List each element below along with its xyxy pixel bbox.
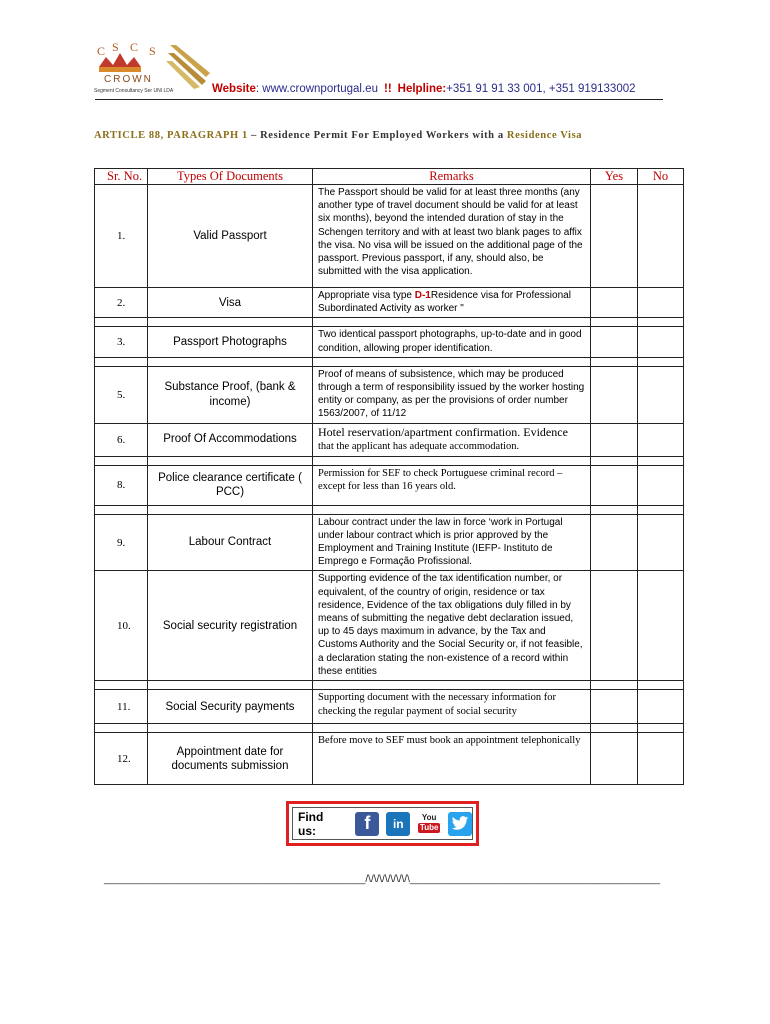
document-type: Social security registration xyxy=(148,571,313,681)
no-cell[interactable] xyxy=(638,690,684,724)
facebook-icon[interactable]: f xyxy=(355,812,379,836)
yes-cell[interactable] xyxy=(591,690,638,724)
article-heading xyxy=(94,130,582,141)
row-number: 1. xyxy=(95,185,148,288)
logo-letter: C xyxy=(130,43,139,54)
document-type: Visa xyxy=(148,288,313,318)
crown-logo xyxy=(94,43,214,95)
no-cell[interactable] xyxy=(638,571,684,681)
crown-logo-graphic xyxy=(94,43,214,95)
spacer-row xyxy=(95,505,684,514)
helpline-label: Helpline: xyxy=(397,83,447,95)
table-row xyxy=(95,327,684,357)
row-number: 5. xyxy=(95,366,148,423)
table-row xyxy=(95,733,684,785)
document-remark: The Passport should be valid for at least three months (any another type of travel document should be valid for at least six months), beyond the intended duration of stay in the Schengen territory and with at least two blank pages to affix the visa. No visa will be issued on the additional page of the passport. Previous passport, if any, should also, be submitted with the visa application. xyxy=(313,185,591,288)
document-remark: Supporting evidence of the tax identification number, or equivalent, of the country of origin, residence or tax residence, Evidence of the tax obligations duly filled in by means of submitting the negative debt declaration issued, up to 45 days maximum in advance, by the Tax and Customs Authority and the Social Security or, if not feasible, a declaration stating the non-existence of a record within these entities xyxy=(313,571,591,681)
document-type: Social Security payments xyxy=(148,690,313,724)
social-links-inner xyxy=(292,807,473,840)
logo-letter: S xyxy=(149,44,156,58)
table-row xyxy=(95,288,684,318)
document-remark: Proof of means of subsistence, which may be produced through a term of responsibility issued by the worker hosting entity or company, as per the provisions of order number 1563/2007, of 11/12 xyxy=(313,366,591,423)
header-sr-no: Sr. No. xyxy=(95,169,148,185)
no-cell[interactable] xyxy=(638,327,684,357)
website-label: Website xyxy=(212,83,256,95)
document-remark: Two identical passport photographs, up-to-date and in good condition, allowing proper identification. xyxy=(313,327,591,357)
remark-text: Appropriate visa type xyxy=(318,290,415,301)
twitter-icon[interactable] xyxy=(448,812,472,836)
yes-cell[interactable] xyxy=(591,288,638,318)
table-header-row xyxy=(95,169,684,185)
separator: !! xyxy=(383,83,392,95)
table-row xyxy=(95,571,684,681)
table-row xyxy=(95,366,684,423)
header-remarks: Remarks xyxy=(313,169,591,185)
row-number: 12. xyxy=(95,733,148,785)
document-type: Labour Contract xyxy=(148,514,313,571)
row-number: 6. xyxy=(95,423,148,456)
document-remark: Labour contract under the law in force ‘work in Portugal under labour contract which is prior approved by the Employment and Training Institute (IEFP- Instituto de Emprego e Formação Profissional. xyxy=(313,514,591,571)
article-title: – Residence Permit For Employed Workers with a xyxy=(247,130,507,141)
article-number: ARTICLE 88, PARAGRAPH 1 xyxy=(94,130,248,141)
twitter-bird-shape xyxy=(451,816,469,831)
spacer-row xyxy=(95,724,684,733)
row-number: 2. xyxy=(95,288,148,318)
no-cell[interactable] xyxy=(638,423,684,456)
logo-name: CROWN xyxy=(104,74,153,85)
spacer-row xyxy=(95,357,684,366)
yes-cell[interactable] xyxy=(591,571,638,681)
table-row xyxy=(95,423,684,456)
document-type: Appointment date for documents submission xyxy=(148,733,313,785)
find-us-label: Find us: xyxy=(298,809,324,838)
documents-checklist-table xyxy=(94,168,684,785)
youtube-top: You xyxy=(421,813,437,822)
yes-cell[interactable] xyxy=(591,185,638,288)
table-row xyxy=(95,690,684,724)
remark-text: Hotel reservation/apartment confirmation. Evidence xyxy=(318,424,568,439)
document-remark: Before move to SEF must book an appointment telephonically xyxy=(313,733,591,785)
row-number: 10. xyxy=(95,571,148,681)
visa-type-code: D-1 xyxy=(414,290,431,301)
document-type: Police clearance certificate ( PCC) xyxy=(148,465,313,505)
document-type: Substance Proof, (bank & income) xyxy=(148,366,313,423)
footer-divider: _______________________________________________/\/\/\/\/\/\/\/\_____________________________________________ xyxy=(104,874,661,885)
youtube-bottom: Tube xyxy=(419,823,439,832)
yes-cell[interactable] xyxy=(591,327,638,357)
yes-cell[interactable] xyxy=(591,366,638,423)
document-type: Passport Photographs xyxy=(148,327,313,357)
youtube-icon[interactable] xyxy=(417,812,441,836)
document-remark: Supporting document with the necessary information for checking the regular payment of social security xyxy=(313,690,591,724)
row-number: 9. xyxy=(95,514,148,571)
logo-letter: S xyxy=(112,43,119,54)
document-remark xyxy=(313,288,591,318)
logo-letter: C xyxy=(97,44,106,58)
table-row xyxy=(95,185,684,288)
no-cell[interactable] xyxy=(638,733,684,785)
table-row xyxy=(95,465,684,505)
contact-line xyxy=(212,83,636,95)
table-row xyxy=(95,514,684,571)
remark-text: that the applicant has adequate accommodation. xyxy=(318,441,520,453)
row-number: 3. xyxy=(95,327,148,357)
remark-text: Residence visa for Professional Subordinated Activity as worker " xyxy=(318,290,571,315)
document-remark: Permission for SEF to check Portuguese criminal record – except for less than 16 years old. xyxy=(313,465,591,505)
yes-cell[interactable] xyxy=(591,423,638,456)
linkedin-icon[interactable]: in xyxy=(386,812,410,836)
yes-cell[interactable] xyxy=(591,465,638,505)
header-no: No xyxy=(638,169,684,185)
logo-tagline: Segment Consultancy Ser UNI LDA xyxy=(94,88,174,94)
no-cell[interactable] xyxy=(638,288,684,318)
helpline-numbers: +351 91 91 33 001, +351 919133002 xyxy=(446,83,636,95)
spacer-row xyxy=(95,318,684,327)
spacer-row xyxy=(95,456,684,465)
yes-cell[interactable] xyxy=(591,514,638,571)
spacer-row xyxy=(95,681,684,690)
yes-cell[interactable] xyxy=(591,733,638,785)
website-link[interactable]: : www.crownportugal.eu xyxy=(255,83,378,95)
header-types: Types Of Documents xyxy=(148,169,313,185)
header-yes: Yes xyxy=(591,169,638,185)
header-divider xyxy=(95,99,663,100)
social-links-box xyxy=(286,801,479,846)
no-cell[interactable] xyxy=(638,465,684,505)
row-number: 8. xyxy=(95,465,148,505)
document-type: Valid Passport xyxy=(148,185,313,288)
no-cell[interactable] xyxy=(638,185,684,288)
document-remark xyxy=(313,423,591,456)
row-number: 11. xyxy=(95,690,148,724)
no-cell[interactable] xyxy=(638,366,684,423)
document-type: Proof Of Accommodations xyxy=(148,423,313,456)
no-cell[interactable] xyxy=(638,514,684,571)
article-visa-type: Residence Visa xyxy=(506,130,583,141)
